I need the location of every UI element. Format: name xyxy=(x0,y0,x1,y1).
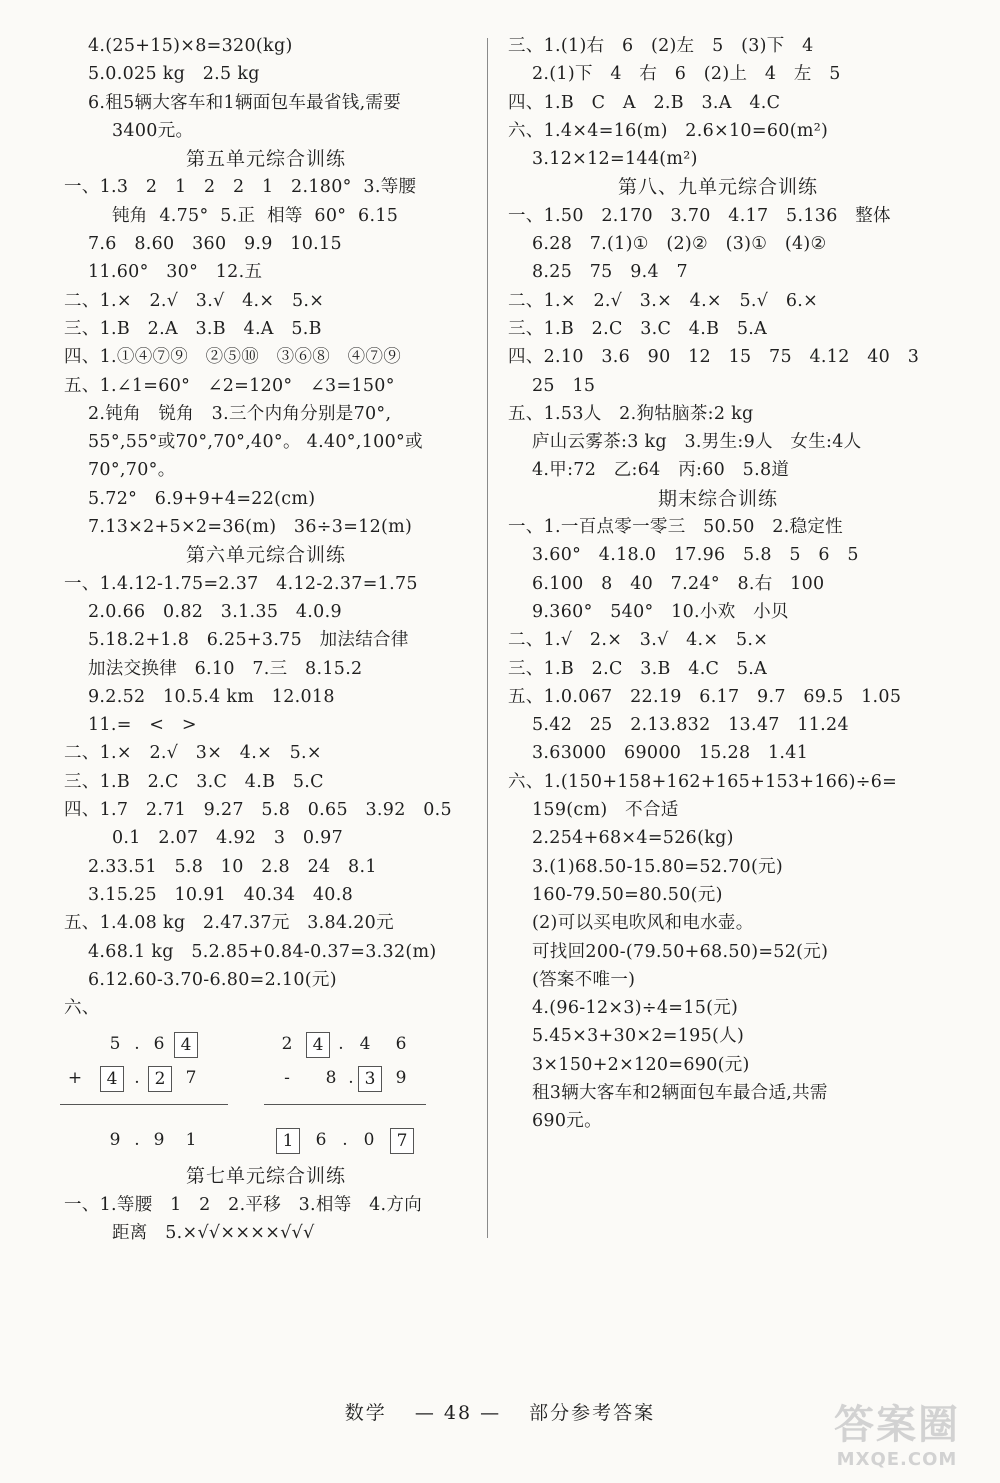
calc-digit: 7 xyxy=(185,1068,197,1089)
calc-digit: 6 xyxy=(153,1034,165,1055)
answer-line: 2.0.66 0.82 3.1.35 4.0.9 xyxy=(88,601,342,622)
column-divider xyxy=(487,38,488,1238)
answer-line: 5.72° 6.9+9+4=22(cm) xyxy=(88,488,316,509)
answer-line: 六、1.(150+158+162+165+153+166)÷6= xyxy=(508,771,898,792)
calc-digit: 5 xyxy=(109,1034,121,1055)
answer-line: 4.68.1 kg 5.2.85+0.84-0.37=3.32(m) xyxy=(88,941,437,962)
answer-line: 4.(25+15)×8=320(kg) xyxy=(88,36,293,56)
answer-line: 25 15 xyxy=(532,375,596,396)
answer-line: 一、1.等腰 1 2 2.平移 3.相等 4.方向 xyxy=(64,1194,422,1215)
answer-line: 四、1.B C A 2.B 3.A 4.C xyxy=(508,92,781,113)
footer-label: 部分参考答案 xyxy=(529,1402,656,1424)
answer-line: 三、1.B 2.A 3.B 4.A 5.B xyxy=(64,318,322,339)
section-heading: 第五单元综合训练 xyxy=(185,148,346,171)
answer-line: 5.18.2+1.8 6.25+3.75 加法结合律 xyxy=(88,630,409,651)
answer-line: 3400元。 xyxy=(112,120,194,141)
answer-line: 11.= < > xyxy=(88,715,197,736)
answer-line: 加法交换律 6.10 7.三 8.15.2 xyxy=(88,658,363,679)
calc-digit: . xyxy=(134,1130,140,1151)
answer-line: 四、1.7 2.71 9.27 5.8 0.65 3.92 0.5 xyxy=(64,800,452,821)
answer-line: 一、1.一百点零一零三 50.50 2.稳定性 xyxy=(508,517,843,538)
answer-line: 3.15.25 10.91 40.34 40.8 xyxy=(88,884,354,905)
answer-line: 8.25 75 9.4 7 xyxy=(532,262,688,283)
calc-digit: 4 xyxy=(359,1034,371,1055)
answer-line: 二、1.× 2.√ 3.√ 4.× 5.× xyxy=(64,290,325,311)
section-heading: 第八、九单元综合训练 xyxy=(617,176,818,199)
calc-digit: . xyxy=(134,1034,140,1055)
filled-box-digit: 4 xyxy=(174,1032,198,1058)
answer-line: 距离 5.×√√××××√√√ xyxy=(112,1222,315,1243)
answer-line: 2.钝角 锐角 3.三个内角分别是70°, xyxy=(88,403,392,424)
calc-digit: 8 xyxy=(325,1068,337,1089)
answer-line: 3×150+2×120=690(元) xyxy=(532,1054,750,1075)
answer-line: 159(cm) 不合适 xyxy=(532,800,679,821)
answer-line: 55°,55°或70°,70°,40°。 4.40°,100°或 xyxy=(88,432,423,453)
calc-digit: . xyxy=(348,1068,354,1089)
answer-line: 6.100 8 40 7.24° 8.右 100 xyxy=(532,573,825,594)
answer-line: 五、1.∠1=60° ∠2=120° ∠3=150° xyxy=(64,375,395,396)
filled-box-digit: 7 xyxy=(390,1128,414,1154)
section-heading: 第七单元综合训练 xyxy=(185,1165,346,1188)
left-answer-lines xyxy=(64,32,468,1022)
watermark-url: MXQE.COM xyxy=(836,1449,958,1470)
vertical-calculation xyxy=(64,1026,468,1162)
answer-line: 2.33.51 5.8 10 2.8 24 8.1 xyxy=(88,856,377,877)
answer-line: 可找回200-(79.50+68.50)=52(元) xyxy=(532,941,829,962)
answer-line: 70°,70°。 xyxy=(88,460,176,481)
answer-line: 690元。 xyxy=(532,1111,602,1132)
answer-line: 7.13×2+5×2=36(m) 36÷3=12(m) xyxy=(88,517,413,538)
answer-line: 3.63000 69000 15.28 1.41 xyxy=(532,743,809,764)
calc-digit: 9 xyxy=(109,1130,121,1151)
answer-line: 二、1.× 2.√ 3.× 4.× 5.√ 6.× xyxy=(508,290,819,311)
left-column xyxy=(64,32,468,1247)
section-heading: 第六单元综合训练 xyxy=(185,544,346,567)
answer-line: 160-79.50=80.50(元) xyxy=(532,884,723,905)
watermark-text: 答案圈 xyxy=(834,1401,960,1448)
calc-digit: 1 xyxy=(185,1130,197,1151)
answer-line: 租3辆大客车和2辆面包车最合适,共需 xyxy=(532,1082,828,1103)
answer-line: 6.28 7.(1)① (2)② (3)① (4)② xyxy=(532,234,827,255)
calc-digit: 9 xyxy=(395,1068,407,1089)
answer-line: 三、1.B 2.C 3.C 4.B 5.A xyxy=(508,318,768,339)
answer-line: (答案不唯一) xyxy=(532,969,636,990)
answer-line: 2.254+68×4=526(kg) xyxy=(532,828,734,849)
calc-digit: 6 xyxy=(395,1034,407,1055)
answer-line: 五、1.0.067 22.19 6.17 9.7 69.5 1.05 xyxy=(508,686,902,707)
answer-line: 庐山云雾茶:3 kg 3.男生:9人 女生:4人 xyxy=(532,432,862,453)
calc-underline xyxy=(60,1104,228,1105)
answer-line: 3.(1)68.50-15.80=52.70(元) xyxy=(532,856,784,877)
answer-line: (2)可以买电吹风和电水壶。 xyxy=(532,913,754,934)
answer-line: 6.租5辆大客车和1辆面包车最省钱,需要 xyxy=(88,92,402,113)
calc-digit: - xyxy=(284,1068,290,1089)
footer-page-number: — 48 — xyxy=(414,1402,502,1424)
answer-line: 4.甲:72 乙:64 丙:60 5.8道 xyxy=(532,460,790,481)
filled-box-digit: 4 xyxy=(306,1032,330,1058)
answer-line: 二、1.× 2.√ 3× 4.× 5.× xyxy=(64,743,322,764)
answer-line: 三、1.B 2.C 3.B 4.C 5.A xyxy=(508,658,768,679)
answer-line: 四、2.10 3.6 90 12 15 75 4.12 40 3 xyxy=(508,347,920,368)
calc-digit: 9 xyxy=(153,1130,165,1151)
answer-line: 一、1.3 2 1 2 2 1 2.180° 3.等腰 xyxy=(64,177,417,198)
filled-box-digit: 4 xyxy=(100,1066,124,1092)
answer-line: 一、1.4.12-1.75=2.37 4.12-2.37=1.75 xyxy=(64,573,418,594)
filled-box-digit: 3 xyxy=(358,1066,382,1092)
answer-line: 7.6 8.60 360 9.9 10.15 xyxy=(88,234,342,255)
calc-digit: . xyxy=(134,1068,140,1089)
filled-box-digit: 1 xyxy=(276,1128,300,1154)
answer-line: 一、1.50 2.170 3.70 4.17 5.136 整体 xyxy=(508,205,891,226)
right-answer-lines xyxy=(508,32,928,1136)
calc-digit: 2 xyxy=(281,1034,293,1055)
answer-line: 3.60° 4.18.0 17.96 5.8 5 6 5 xyxy=(532,545,859,566)
calc-digit: 0 xyxy=(363,1130,375,1151)
answer-line: 9.360° 540° 10.小欢 小贝 xyxy=(532,601,789,622)
answer-line: 五、1.53人 2.狗牯脑茶:2 kg xyxy=(508,403,754,424)
footer-subject: 数学 xyxy=(344,1402,387,1424)
answer-line: 三、1.(1)右 6 (2)左 5 (3)下 4 xyxy=(508,36,814,56)
answer-line: 2.(1)下 4 右 6 (2)上 4 左 5 xyxy=(532,64,841,85)
filled-box-digit: 2 xyxy=(148,1066,172,1092)
calc-underline xyxy=(264,1104,426,1105)
answer-line: 四、1.①④⑦⑨ ②⑤⑩ ③⑥⑧ ④⑦⑨ xyxy=(64,347,402,368)
answer-line: 三、1.B 2.C 3.C 4.B 5.C xyxy=(64,771,324,792)
calc-digit: + xyxy=(67,1068,83,1089)
calc-digit: 6 xyxy=(315,1130,327,1151)
answer-line: 二、1.√ 2.× 3.√ 4.× 5.× xyxy=(508,630,769,651)
answer-line: 5.0.025 kg 2.5 kg xyxy=(88,64,260,85)
answer-line: 3.12×12=144(m²) xyxy=(532,149,698,170)
left-answer-lines-continued xyxy=(64,1162,468,1247)
calc-digit: . xyxy=(338,1034,344,1055)
answer-line: 钝角 4.75° 5.正 相等 60° 6.15 xyxy=(112,205,399,226)
answer-line: 六、1.4×4=16(m) 2.6×10=60(m²) xyxy=(508,120,829,141)
answer-line: 6.12.60-3.70-6.80=2.10(元) xyxy=(88,969,337,990)
right-column xyxy=(508,32,928,1136)
answer-line: 0.1 2.07 4.92 3 0.97 xyxy=(112,828,344,849)
answer-line: 5.45×3+30×2=195(人) xyxy=(532,1026,745,1047)
section-heading: 期末综合训练 xyxy=(657,487,778,510)
answer-line: 9.2.52 10.5.4 km 12.018 xyxy=(88,686,335,707)
answer-line: 5.42 25 2.13.832 13.47 11.24 xyxy=(532,715,849,736)
answer-line: 11.60° 30° 12.五 xyxy=(88,262,263,283)
answer-line: 4.(96-12×3)÷4=15(元) xyxy=(532,998,739,1019)
answer-line: 六、 xyxy=(64,998,100,1019)
site-watermark-logo xyxy=(822,1402,972,1478)
calc-digit: . xyxy=(342,1130,348,1151)
answer-line: 五、1.4.08 kg 2.47.37元 3.84.20元 xyxy=(64,913,394,934)
